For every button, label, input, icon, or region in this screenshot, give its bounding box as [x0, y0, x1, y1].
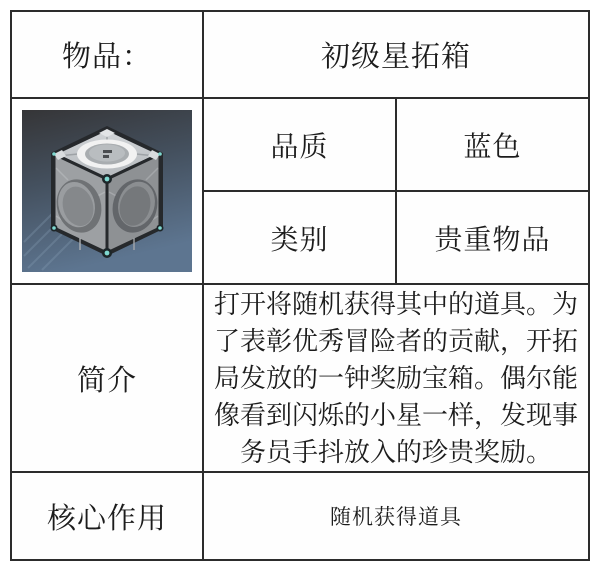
intro-row [12, 285, 588, 471]
intro-label: 简介 [76, 364, 137, 397]
core-value: 随机获得道具 [330, 506, 462, 529]
intro-text: 打开将随机获得其中的道具。为了表彰优秀冒险者的贡献，开拓局发放的一钟奖励宝箱。偶尔能像看到闪烁的小星一样，发现事务员手抖放入的珍贵奖励。 [213, 288, 578, 467]
category-label: 类别 [270, 223, 329, 255]
category-row [204, 192, 588, 283]
item-info-table [10, 10, 590, 561]
item-label: 物品： [61, 41, 152, 73]
item-name-row [12, 12, 588, 97]
item-name: 初级星拓箱 [320, 41, 471, 73]
quality-label: 品质 [270, 130, 329, 162]
item-image-cell [12, 99, 202, 283]
quality-value: 蓝色 [463, 130, 522, 162]
item-cube-image [22, 110, 192, 272]
item-attributes-row [12, 99, 588, 283]
category-value: 贵重物品 [434, 223, 551, 255]
core-label: 核心作用 [46, 502, 167, 535]
core-function-row [12, 473, 588, 559]
attributes-grid [204, 99, 588, 283]
intro-cell [204, 285, 588, 471]
quality-row [204, 99, 588, 190]
